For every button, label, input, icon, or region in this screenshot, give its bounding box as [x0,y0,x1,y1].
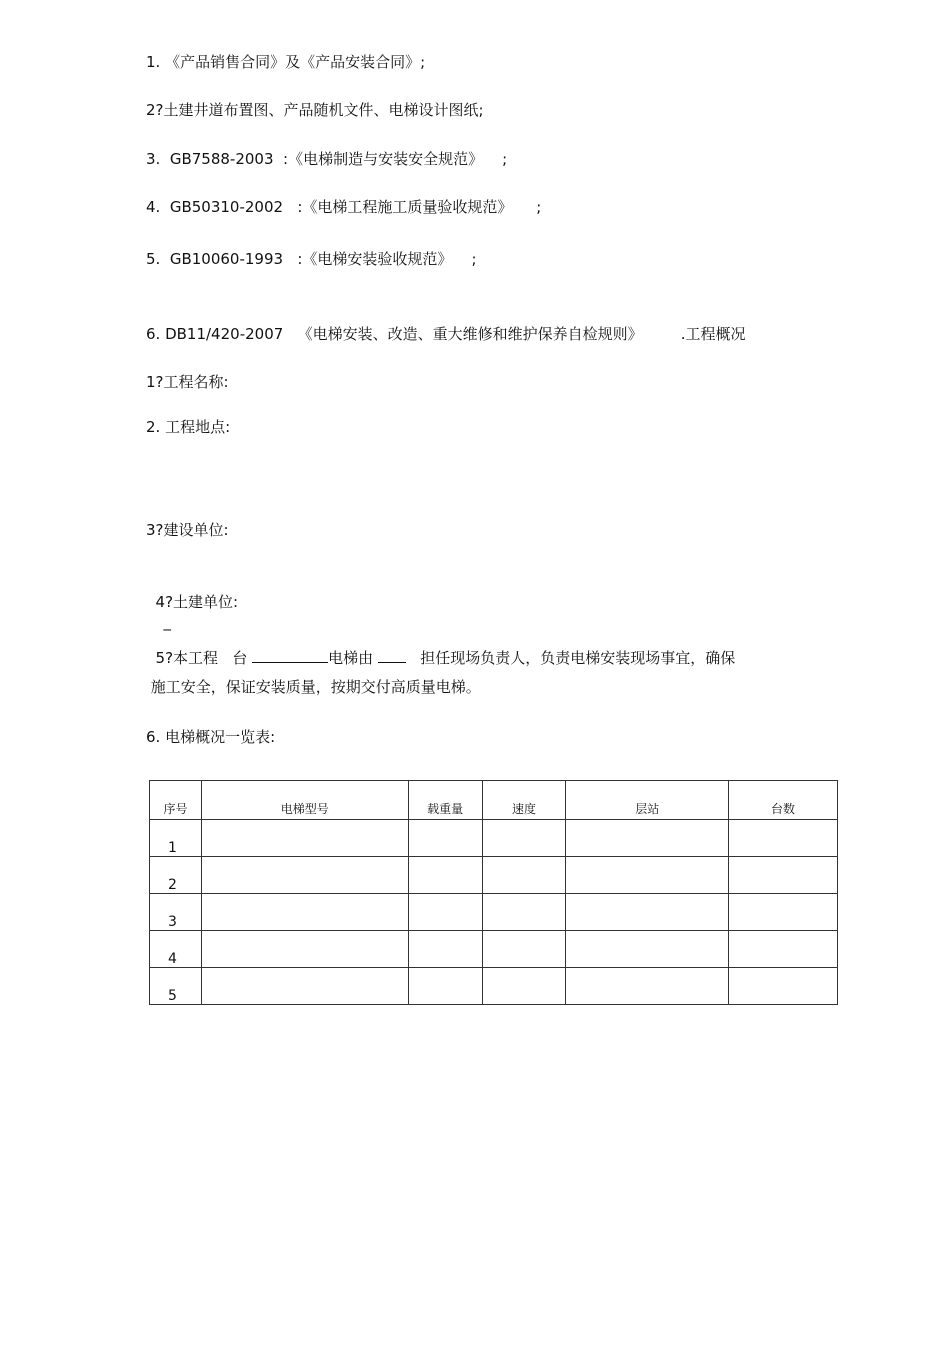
cell-speed [482,968,566,1005]
cell-model [201,968,408,1005]
project-location-label: 2. 工程地点: [146,418,231,436]
cell-floors [566,968,729,1005]
table-row [150,857,838,894]
cell-floors [566,931,729,968]
cell-load [408,894,482,931]
civil-unit-label: 4?土建单位: [155,593,239,611]
manager-blank [378,648,406,663]
basis-item-1: 1. 《产品销售合同》及《产品安装合同》; [146,53,426,71]
row-index: 2 [150,857,202,894]
project-statement-line [146,628,735,668]
statement-part-3: 担任现场负责人，负责电梯安装现场事宜，确保 [405,649,736,667]
cell-quantity [729,968,838,1005]
cell-load [408,857,482,894]
cell-model [201,857,408,894]
cell-quantity [729,931,838,968]
cell-model [201,931,408,968]
table-row [150,820,838,857]
basis-item-2: 2?土建井道布置图、产品随机文件、电梯设计图纸; [146,101,484,119]
table-title: 6. 电梯概况一览表: [146,728,276,746]
cell-load [408,820,482,857]
cell-floors [566,857,729,894]
header-load: 载重量 [408,781,482,820]
basis-item-3: 3. GB7588-2003 :《电梯制造与安装安全规范》 ; [146,150,508,168]
owner-unit-label: 3?建设单位: [146,521,229,539]
civil-unit-blank: _ [163,613,172,631]
header-quantity: 台数 [729,781,838,820]
statement-part-2: 电梯由 [328,649,378,667]
elevator-count-blank [252,648,328,663]
elevator-overview-table [149,780,838,1005]
cell-quantity [729,820,838,857]
cell-speed [482,857,566,894]
table-row [150,931,838,968]
row-index: 3 [150,894,202,931]
basis-item-5: 5. GB10060-1993 :《电梯安装验收规范》 ; [146,250,477,268]
header-speed: 速度 [482,781,566,820]
basis-item-6: 6. DB11/420-2007 《电梯安装、改造、重大维修和维护保养自检规则》 .工程概况 [146,325,746,343]
table-header-row [150,781,838,820]
header-model: 电梯型号 [201,781,408,820]
header-floors: 层站 [566,781,729,820]
cell-model [201,820,408,857]
cell-load [408,968,482,1005]
cell-speed [482,894,566,931]
project-statement-cont: 施工安全，保证安装质量，按期交付高质量电梯。 [146,678,481,696]
basis-item-4: 4. GB50310-2002 :《电梯工程施工质量验收规范》 ; [146,198,542,216]
cell-floors [566,820,729,857]
header-index: 序号 [150,781,202,820]
cell-load [408,931,482,968]
row-index: 5 [150,968,202,1005]
cell-quantity [729,894,838,931]
cell-speed [482,820,566,857]
row-index: 4 [150,931,202,968]
table-row [150,894,838,931]
project-name-label: 1?工程名称: [146,373,229,391]
table-row [150,968,838,1005]
cell-model [201,894,408,931]
cell-quantity [729,857,838,894]
cell-speed [482,931,566,968]
row-index: 1 [150,820,202,857]
cell-floors [566,894,729,931]
statement-part-1: 5?本工程 台 [155,649,253,667]
civil-unit-line [146,572,238,632]
